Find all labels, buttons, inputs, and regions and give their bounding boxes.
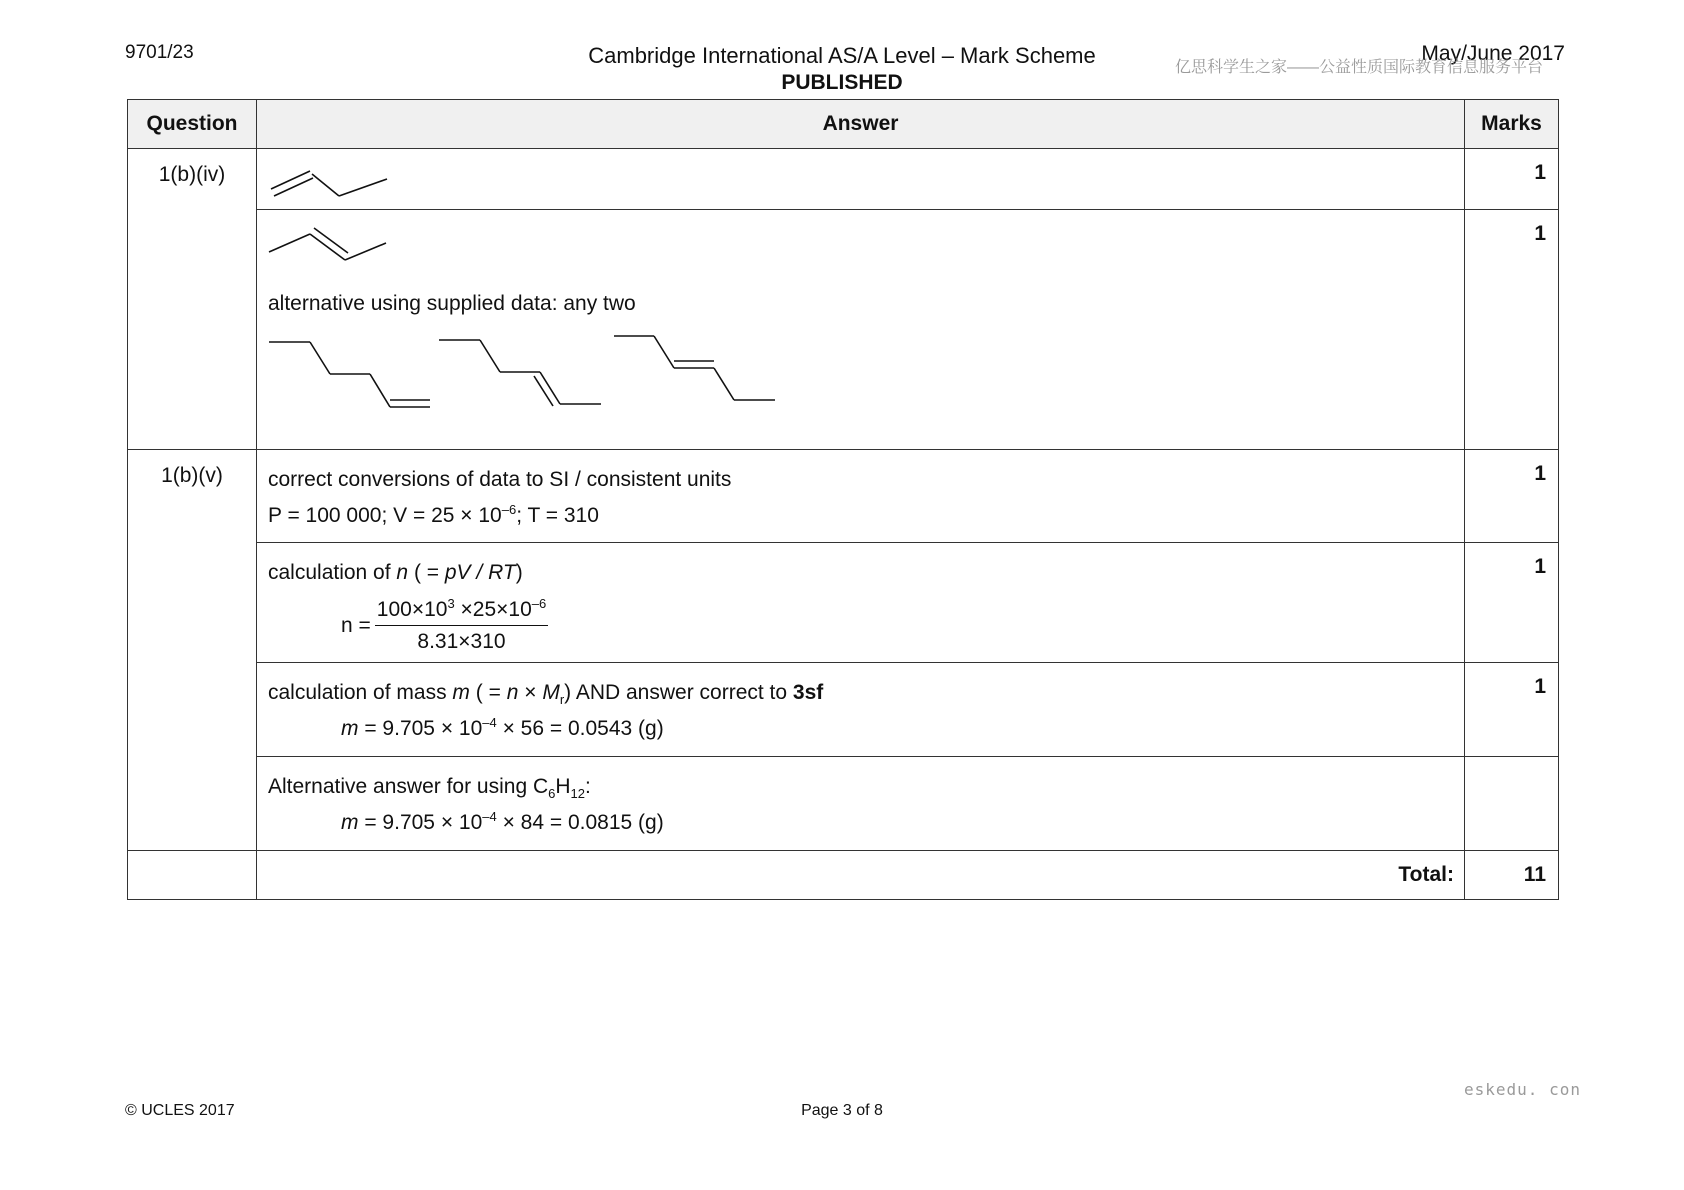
text-part: ( = [469,681,507,704]
mark-scheme-table [127,99,1559,900]
but-2-ene-structure [268,222,408,268]
exponent: –4 [482,715,497,730]
answer-cell [257,450,1465,543]
table-header-row [128,100,1559,149]
total-row [128,851,1559,900]
italic-var: pV / RT [444,561,516,584]
num-part: 100×10 [376,598,448,621]
alternative-answer-text [268,769,1454,805]
answer-cell [257,543,1465,663]
paper-code: 9701/23 [125,42,194,63]
total-value: 11 [1465,851,1559,900]
text-part: × [518,681,543,704]
text-part: ) [515,561,523,584]
italic-var: m [341,717,359,740]
answer-cell [257,757,1465,851]
table-row [128,149,1559,210]
subscript: r [559,692,565,708]
exponent: 3 [447,596,455,611]
eq-part: × 56 = 0.0543 (g) [496,717,664,740]
table-row [128,210,1559,450]
mark-value: 1 [1465,149,1559,210]
empty-cell [128,851,257,900]
subscript: 6 [548,786,556,802]
exponent: –6 [501,502,517,517]
italic-var: n [506,681,519,704]
eq-part: = 9.705 × 10 [358,811,483,834]
mark-value-empty [1465,757,1559,851]
hexene-structures [268,328,788,418]
eq-part: = 9.705 × 10 [358,717,483,740]
question-header: Question [128,100,257,149]
watermark-top: 亿思科学生之家——公益性质国际教育信息服务平台 [1175,59,1544,76]
marks-header: Marks [1465,100,1559,149]
mass-equation [268,711,1454,747]
text-part: H [555,775,571,798]
answer-cell [257,210,1465,450]
text-part: ) AND answer correct to [564,681,793,704]
alternative-text: alternative using supplied data: any two [268,292,636,315]
values-part: P = 100 000; V = 25 × 10 [268,504,502,527]
exponent: –4 [482,809,497,824]
published-label: PUBLISHED [781,71,903,94]
fraction [375,597,548,655]
alternative-equation [268,805,1454,841]
equation-lhs: n = [341,614,371,637]
italic-var: n [396,561,409,584]
calc-mass-text [268,675,1454,711]
mark-value: 1 [1465,210,1559,450]
watermark-bottom: eskedu. con [1464,1080,1581,1099]
table-row [128,543,1559,663]
but-1-ene-structure [268,161,408,201]
bold-text: 3sf [792,681,824,704]
text-part: calculation of mass [268,681,453,704]
question-label: 1(b)(iv) [128,149,257,450]
total-label: Total: [257,851,1465,900]
italic-var: m [452,681,470,704]
italic-var: M [542,681,560,704]
title-text: Cambridge International AS/A Level – Mark Scheme [588,43,1096,68]
mark-value: 1 [1465,543,1559,663]
values-part: ; T = 310 [516,504,599,527]
table-row [128,450,1559,543]
exponent: –6 [531,596,547,611]
exam-session: May/June 2017 [1421,42,1565,65]
conversion-text: correct conversions of data to SI / consistent units [268,468,732,491]
denominator: 8.31×310 [417,630,506,653]
answer-cell [257,149,1465,210]
table-row [128,663,1559,757]
copyright: © UCLES 2017 [125,1102,235,1119]
mark-value: 1 [1465,663,1559,757]
num-part: ×25×10 [454,598,532,621]
text-part: calculation of [268,561,397,584]
conversion-values [268,498,1454,534]
numerator [375,597,548,626]
mark-value: 1 [1465,450,1559,543]
page-number: Page 3 of 8 [801,1102,883,1119]
answer-header: Answer [257,100,1465,149]
italic-var: m [341,811,359,834]
text-part: Alternative answer for using C [268,775,549,798]
text-part: : [585,775,591,798]
question-label: 1(b)(v) [128,450,257,851]
subscript: 12 [570,786,586,802]
calc-n-text [268,555,1454,591]
table-row [128,757,1559,851]
n-equation [268,597,1454,655]
answer-cell [257,663,1465,757]
eq-part: × 84 = 0.0815 (g) [496,811,664,834]
text-part: ( = [408,561,445,584]
